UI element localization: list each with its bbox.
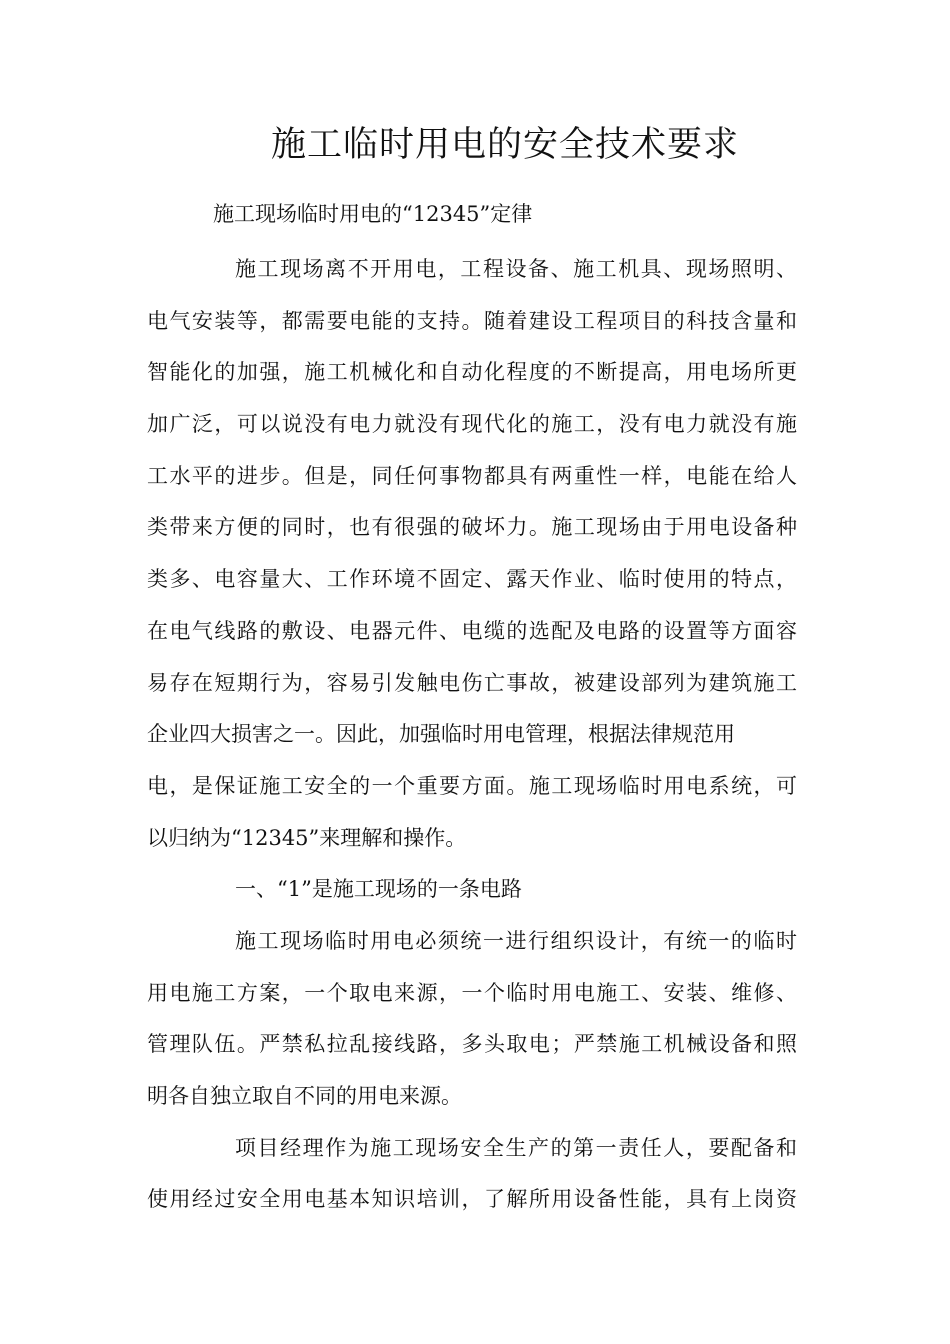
document-body [147, 244, 797, 1226]
paragraph-line: 加广泛，可以说没有电力就没有现代化的施工，没有电力就没有施 [147, 412, 797, 437]
paragraph-line: 工水平的进步。但是，同任何事物都具有两重性一样，电能在给人 [147, 463, 797, 488]
paragraph-line: 电气安装等，都需要电能的支持。随着建设工程项目的科技含量和 [147, 308, 797, 333]
paragraph-line: 电，是保证施工安全的一个重要方面。施工现场临时用电系统，可 [147, 773, 797, 798]
paragraph-line: 企业四大损害之一。因此，加强临时用电管理，根据法律规范用 [147, 722, 735, 747]
paragraph-line: 易存在短期行为，容易引发触电伤亡事故，被建设部列为建筑施工 [147, 670, 797, 695]
paragraph-line: 类多、电容量大、工作环境不固定、露天作业、临时使用的特点， [147, 567, 797, 592]
paragraph-line: 类带来方便的同时，也有很强的破坏力。施工现场由于用电设备种 [147, 515, 797, 540]
document-subtitle: 施工现场临时用电的“12345”定律 [213, 202, 533, 226]
paragraph-line: 施工现场离不开用电，工程设备、施工机具、现场照明、 [235, 257, 797, 281]
paragraph-line: 明各自独立取自不同的用电来源。 [147, 1084, 462, 1108]
paragraph-line: 以归纳为“12345”来理解和操作。 [147, 825, 467, 850]
paragraph-line: 管理队伍。严禁私拉乱接线路，多头取电；严禁施工机械设备和照 [147, 1032, 797, 1057]
section-heading: 一、“1”是施工现场的一条电路 [235, 877, 522, 902]
document-title: 施工临时用电的安全技术要求 [270, 125, 739, 165]
paragraph-line: 智能化的加强，施工机械化和自动化程度的不断提高，用电场所更 [147, 360, 797, 385]
paragraph-line: 施工现场临时用电必须统一进行组织设计，有统一的临时 [235, 928, 797, 953]
paragraph-line: 在电气线路的敷设、电器元件、电缆的选配及电路的设置等方面容 [147, 618, 797, 643]
paragraph-line: 项目经理作为施工现场安全生产的第一责任人，要配备和 [235, 1135, 797, 1160]
paragraph-line: 使用经过安全用电基本知识培训，了解所用设备性能，具有上岗资 [147, 1187, 797, 1212]
paragraph-line: 用电施工方案，一个取电来源，一个临时用电施工、安装、维修、 [147, 980, 797, 1005]
